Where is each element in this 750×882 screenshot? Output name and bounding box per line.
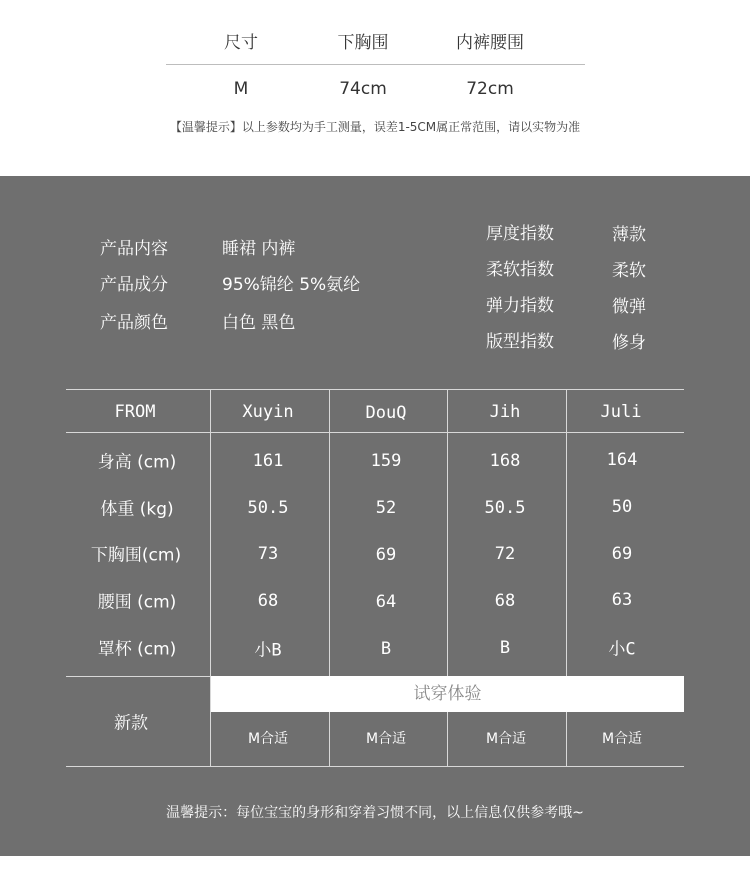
- size-table-header: [166, 20, 585, 64]
- table-col-line-2: [329, 389, 330, 676]
- size-value-waist: 72cm: [466, 79, 514, 99]
- row-label-height: 身高 (cm): [97, 452, 177, 473]
- table-line-top: [66, 389, 684, 390]
- table-cell: 72: [494, 544, 516, 564]
- size-header-size: 尺寸: [224, 33, 258, 53]
- fit-value: M合适: [365, 731, 407, 747]
- info-label-fit: 版型指数: [486, 332, 554, 352]
- table-line-bottom: [66, 766, 684, 767]
- table-col-line-3b: [447, 712, 448, 766]
- row-label-underbust: 下胸围(cm): [90, 545, 182, 566]
- table-cell: 小C: [608, 639, 636, 660]
- fit-value: M合适: [247, 731, 289, 747]
- table-cell: 68: [257, 591, 279, 611]
- fit-value: M合适: [601, 731, 643, 747]
- size-value-size: M: [233, 79, 249, 99]
- reference-tip: 温馨提示：每位宝宝的身形和穿着习惯不同，以上信息仅供参考哦~: [166, 805, 584, 821]
- table-cell: 168: [489, 451, 521, 471]
- info-value-color: 白色 黑色: [222, 313, 296, 333]
- table-cell: 64: [375, 592, 397, 612]
- info-label-elasticity: 弹力指数: [486, 296, 554, 316]
- info-value-material: 95%锦纶 5%氨纶: [222, 275, 361, 295]
- model-table: [0, 176, 750, 856]
- table-header-model-2: DouQ: [365, 403, 407, 423]
- table-cell: 52: [375, 498, 397, 518]
- table-cell: 50.5: [247, 498, 289, 518]
- info-value-content: 睡裙 内裤: [222, 239, 296, 259]
- info-label-thickness: 厚度指数: [486, 224, 554, 244]
- table-header-model-1: Xuyin: [242, 402, 294, 422]
- table-cell: 73: [257, 544, 279, 564]
- table-cell: 159: [370, 451, 402, 471]
- table-col-line-4: [566, 389, 567, 676]
- size-value-underbust: 74cm: [339, 79, 387, 99]
- table-cell: B: [499, 638, 511, 658]
- table-cell: B: [380, 639, 392, 659]
- table-cell: 68: [494, 591, 516, 611]
- table-cell: 小B: [254, 640, 282, 661]
- size-table-row: [166, 75, 585, 119]
- table-cell: 69: [611, 544, 633, 564]
- row-label-waist: 腰围 (cm): [97, 592, 177, 613]
- size-table-divider: [166, 64, 585, 65]
- product-details-panel: [0, 176, 750, 856]
- table-col-line-3: [447, 389, 448, 676]
- table-col-line-2b: [329, 712, 330, 766]
- table-header-from: FROM: [114, 402, 156, 422]
- row-label-weight: 体重 (kg): [100, 499, 174, 520]
- row-label-cup: 罩杯 (cm): [97, 639, 177, 660]
- table-cell: 50.5: [484, 498, 526, 518]
- size-header-waist: 内裤腰围: [456, 33, 524, 53]
- info-value-elasticity: 微弹: [612, 297, 646, 317]
- table-col-line-4b: [566, 712, 567, 766]
- table-header-model-4: Juli: [600, 402, 642, 422]
- info-label-material: 产品成分: [100, 275, 168, 295]
- info-value-softness: 柔软: [612, 261, 646, 281]
- info-label-color: 产品颜色: [100, 313, 168, 333]
- table-cell: 69: [375, 545, 397, 565]
- size-table: [166, 20, 585, 119]
- table-cell: 161: [252, 451, 284, 471]
- try-on-label: 试穿体验: [413, 684, 482, 704]
- info-value-thickness: 薄款: [612, 225, 646, 245]
- row-label-new: 新款: [114, 713, 148, 734]
- size-header-underbust: 下胸围: [337, 33, 389, 53]
- info-label-softness: 柔软指数: [486, 260, 554, 280]
- try-on-banner: [211, 676, 684, 712]
- table-header-model-3: Jih: [489, 402, 521, 422]
- table-cell: 50: [611, 497, 633, 517]
- table-cell: 63: [611, 590, 633, 610]
- table-cell: 164: [606, 450, 638, 470]
- table-line-header: [66, 432, 684, 433]
- info-label-content: 产品内容: [100, 239, 168, 259]
- info-value-fit: 修身: [612, 333, 646, 353]
- fit-value: M合适: [485, 731, 527, 747]
- measurement-tip: 【温馨提示】以上参数均为手工测量，误差1-5CM属正常范围，请以实物为准: [169, 120, 581, 134]
